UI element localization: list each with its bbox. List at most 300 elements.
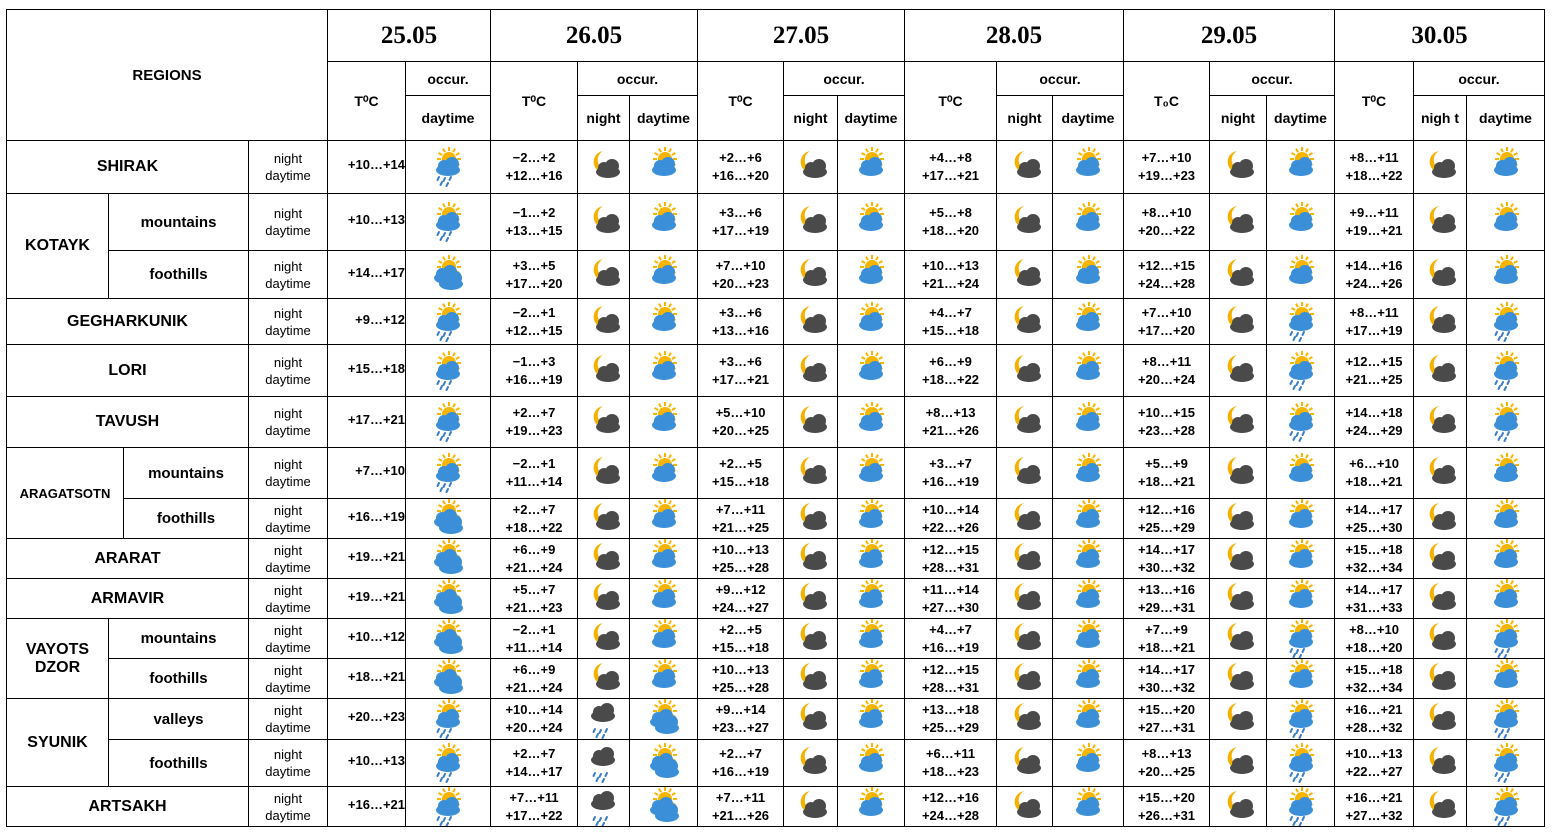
icon-cell — [1266, 250, 1335, 299]
date-label: 28.05 — [985, 21, 1043, 49]
icon-cell — [405, 250, 491, 299]
sun-cloud-icon — [1071, 351, 1105, 391]
date-header — [1334, 9, 1545, 62]
temperature-range — [1123, 447, 1210, 499]
temperature-range — [490, 698, 578, 740]
sun-cloud-icon — [1284, 453, 1318, 493]
temperature-range — [1123, 140, 1210, 194]
icon-cell — [1413, 250, 1467, 299]
moon-cloud-icon — [1423, 787, 1457, 827]
temperature-range — [697, 344, 784, 397]
sun-cloud-icon — [1284, 499, 1318, 539]
daytime-label: daytime — [265, 423, 311, 438]
icon-cell — [1413, 739, 1467, 787]
sun-cloud-icon — [854, 202, 888, 242]
icon-cell — [783, 344, 838, 397]
temperature-range — [1123, 298, 1210, 345]
temperature-range — [1334, 140, 1414, 194]
temperature-range — [1123, 698, 1210, 740]
icon-cell — [837, 739, 905, 787]
night-temp-value: +10…+14 — [921, 501, 980, 517]
sun-cloud-icon — [1489, 499, 1523, 539]
sun-cloud-rain-icon — [1489, 699, 1523, 739]
night-temp-value: +6…+10 — [1349, 456, 1399, 471]
region-name — [6, 193, 109, 299]
period-labels — [248, 447, 328, 499]
temperature-range — [697, 618, 784, 659]
date-header — [697, 9, 905, 62]
icon-cell — [996, 447, 1053, 499]
night-temp-value: +5…+9 — [1145, 456, 1188, 471]
sun-cloud-icon — [1284, 659, 1318, 699]
occur-label: occur. — [823, 70, 865, 87]
subregion-name — [108, 193, 249, 251]
daytime-label: daytime — [265, 559, 311, 575]
moon-cloud-icon — [1008, 202, 1042, 242]
icon-cell — [1052, 140, 1124, 194]
period-labels — [248, 786, 328, 827]
moon-cloud-icon — [1423, 539, 1457, 579]
icon-cell — [1209, 396, 1267, 448]
daytime-label: daytime — [421, 110, 475, 126]
temperature-range — [1123, 786, 1210, 827]
daytime-label: daytime — [265, 223, 311, 238]
moon-cloud-icon — [587, 659, 621, 699]
day-temp-value: +24…+28 — [1137, 275, 1196, 291]
region-name — [6, 786, 249, 827]
subregion-label: foothills — [156, 510, 216, 527]
temperature-range — [697, 193, 784, 251]
icon-cell — [629, 344, 698, 397]
icon-cell — [783, 786, 838, 827]
icon-cell — [577, 250, 630, 299]
subregion-label: mountains — [140, 213, 217, 231]
sun-cloud-rain-icon — [1489, 619, 1523, 659]
day-temp-value: +19…+23 — [505, 423, 563, 438]
sun-cloud-icon — [854, 743, 888, 783]
moon-cloud-icon — [1008, 699, 1042, 739]
night-temp-value: +6…+11 — [925, 746, 976, 761]
temperature-range — [1123, 618, 1210, 659]
icon-cell — [783, 447, 838, 499]
day-temp-value: +16…+19 — [921, 639, 980, 655]
sun-cloud-rain-icon — [431, 302, 465, 342]
sun-cloud-icon — [647, 302, 681, 342]
subregion-name — [108, 250, 249, 299]
icon-cell — [1266, 140, 1335, 194]
night-temp-value: +5…+7 — [512, 581, 556, 597]
night-temp-value: +14…+16 — [1345, 257, 1403, 273]
temperature-range — [490, 250, 578, 299]
period-labels — [248, 618, 328, 659]
icon-cell — [837, 344, 905, 397]
icon-cell — [783, 618, 838, 659]
icon-cell — [629, 538, 698, 579]
icon-cell — [1413, 658, 1467, 699]
moon-cloud-icon — [794, 539, 828, 579]
period-labels — [248, 578, 328, 619]
moon-cloud-icon — [794, 659, 828, 699]
night-temp-value: +2…+6 — [719, 150, 762, 165]
temperature-range — [904, 396, 997, 448]
temp-value: +9…+12 — [355, 311, 405, 327]
icon-cell — [1209, 140, 1267, 194]
sun-clouds-icon — [647, 787, 681, 827]
icon-cell — [405, 658, 491, 699]
icon-cell — [577, 498, 630, 539]
temperature-range — [490, 578, 578, 619]
sun-cloud-rain-icon — [1489, 402, 1523, 442]
day-temp-value: +13…+15 — [505, 223, 563, 238]
icon-cell — [837, 658, 905, 699]
night-temp-value: +5…+10 — [715, 405, 766, 420]
icon-cell — [837, 498, 905, 539]
sun-cloud-icon — [1071, 699, 1105, 739]
icon-cell — [996, 698, 1053, 740]
sun-cloud-rain-icon — [431, 402, 465, 442]
temp-value: +10…+13 — [347, 753, 405, 768]
moon-cloud-icon — [1008, 619, 1042, 659]
day-temp-value: +30…+32 — [1137, 559, 1196, 575]
sun-cloud-icon — [854, 402, 888, 442]
region-label: KOTAYK — [25, 237, 90, 254]
icon-cell — [1209, 298, 1267, 345]
day-temp-value: +30…+32 — [1137, 679, 1196, 695]
daytime-label: daytime — [265, 519, 311, 535]
day-temp-value: +12…+15 — [505, 322, 563, 338]
temperature-range — [1334, 786, 1414, 827]
icon-cell — [577, 658, 630, 699]
icon-cell — [783, 250, 838, 299]
day-temp-value: +25…+28 — [711, 679, 770, 695]
day-temp-value: +12…+16 — [505, 168, 563, 183]
day-temp-value: +21…+24 — [505, 559, 563, 575]
day-temp-value: +19…+23 — [1137, 168, 1196, 183]
temperature-range — [1334, 447, 1414, 499]
occur-header — [405, 61, 491, 96]
region-label: SYUNIK — [27, 733, 88, 751]
sun-cloud-icon — [647, 499, 681, 539]
moon-cloud-icon — [1008, 453, 1042, 493]
sun-cloud-icon — [1489, 453, 1523, 493]
moon-cloud-icon — [1221, 579, 1255, 619]
day-temp-value: +21…+25 — [711, 519, 770, 535]
icon-cell — [1413, 396, 1467, 448]
temperature-range — [1334, 538, 1414, 579]
icon-cell — [996, 140, 1053, 194]
sun-cloud-icon — [854, 351, 888, 391]
icon-cell — [405, 578, 491, 619]
night-temp-value: +11…+14 — [922, 581, 979, 597]
night-temp-value: +9…+11 — [1349, 205, 1399, 220]
temp-value: +18…+21 — [347, 668, 405, 684]
moon-cloud-icon — [1008, 255, 1042, 295]
sun-cloud-icon — [1071, 539, 1105, 579]
icon-cell — [629, 618, 698, 659]
night-temp-value: +7…+9 — [1145, 621, 1188, 637]
temperature-range — [327, 344, 406, 397]
icon-cell — [996, 396, 1053, 448]
day-temp-value: +23…+27 — [711, 720, 770, 735]
icon-cell — [1466, 698, 1545, 740]
sun-cloud-rain-icon — [1284, 619, 1318, 659]
day-temp-value: +24…+28 — [921, 807, 980, 823]
moon-cloud-icon — [1221, 743, 1255, 783]
night-temp-value: +8…+13 — [1141, 746, 1192, 761]
moon-cloud-icon — [794, 147, 828, 187]
night-label: night — [273, 622, 303, 638]
period-labels — [248, 396, 328, 448]
temperature-range — [1334, 344, 1414, 397]
night-temp-value: +14…+18 — [1345, 405, 1403, 420]
temperature-range — [327, 618, 406, 659]
night-temp-value: +3…+6 — [719, 353, 762, 369]
night-label: night — [273, 662, 303, 678]
temperature-range — [327, 193, 406, 251]
day-temp-value: +15…+18 — [711, 639, 770, 655]
icon-cell — [629, 298, 698, 345]
temperature-range — [904, 140, 997, 194]
moon-cloud-icon — [794, 202, 828, 242]
moon-cloud-icon — [1423, 699, 1457, 739]
day-temp-value: +32…+34 — [1345, 559, 1403, 575]
icon-cell — [1052, 786, 1124, 827]
icon-cell — [1209, 739, 1267, 787]
night-temp-value: +13…+16 — [1137, 581, 1196, 597]
day-temp-value: +11…+14 — [505, 474, 563, 489]
day-temp-value: +24…+27 — [711, 599, 770, 615]
night-temp-value: +10…+13 — [921, 257, 980, 273]
night-temp-value: +4…+8 — [929, 150, 972, 165]
icon-cell — [629, 447, 698, 499]
temperature-range — [697, 698, 784, 740]
night-temp-value: +7…+10 — [1141, 150, 1192, 165]
night-temp-value: +3…+6 — [719, 304, 762, 320]
day-temp-value: +25…+28 — [711, 559, 770, 575]
moon-cloud-icon — [1008, 402, 1042, 442]
icon-cell — [1466, 396, 1545, 448]
icon-cell — [629, 250, 698, 299]
icon-cell — [996, 250, 1053, 299]
night-label: night — [273, 406, 303, 421]
night-temp-value: −2…+2 — [512, 150, 556, 165]
icon-cell — [577, 618, 630, 659]
temperature-range — [490, 498, 578, 539]
icon-cell — [1466, 250, 1545, 299]
date-label: 26.05 — [565, 21, 623, 49]
occur-header — [577, 61, 698, 96]
icon-cell — [1209, 193, 1267, 251]
date-header — [1123, 9, 1335, 62]
temperature-range — [490, 447, 578, 499]
temperature-range — [327, 250, 406, 299]
moon-cloud-icon — [794, 402, 828, 442]
temperature-range — [1123, 739, 1210, 787]
day-temp-value: +20…+24 — [505, 720, 563, 735]
night-temp-value: −1…+2 — [512, 205, 556, 220]
moon-cloud-icon — [794, 302, 828, 342]
subregion-name — [108, 698, 249, 740]
icon-cell — [1209, 344, 1267, 397]
day-temp-value: +31…+33 — [1345, 599, 1403, 615]
moon-cloud-icon — [1008, 499, 1042, 539]
day-temp-value: +20…+23 — [711, 275, 770, 291]
icon-cell — [629, 498, 698, 539]
icon-cell — [1413, 140, 1467, 194]
temperature-range — [697, 786, 784, 827]
temperature-range — [327, 786, 406, 827]
moon-cloud-icon — [1423, 402, 1457, 442]
date-header — [490, 9, 698, 62]
sun-cloud-rain-icon — [1489, 787, 1523, 827]
icon-cell — [405, 298, 491, 345]
moon-cloud-icon — [1423, 743, 1457, 783]
daytime-label: daytime — [265, 764, 311, 779]
daytime-label: daytime — [265, 679, 311, 695]
day-temp-value: +25…+29 — [1137, 519, 1196, 535]
icon-cell — [1052, 739, 1124, 787]
night-temp-value: +6…+9 — [512, 661, 556, 677]
date-label: 27.05 — [772, 21, 830, 49]
icon-cell — [837, 298, 905, 345]
night-temp-value: +10…+13 — [711, 661, 770, 677]
period-labels — [248, 250, 328, 299]
day-temp-value: +18…+21 — [1345, 474, 1403, 489]
moon-cloud-icon — [587, 619, 621, 659]
icon-cell — [577, 698, 630, 740]
day-temp-value: +14…+17 — [505, 764, 563, 779]
sun-cloud-icon — [647, 539, 681, 579]
daytime-header — [405, 95, 491, 141]
temp-value: +20…+23 — [347, 709, 405, 724]
day-temp-value: +27…+32 — [1345, 807, 1403, 823]
daytime-label: daytime — [265, 639, 311, 655]
day-temp-value: +25…+29 — [921, 720, 980, 735]
temperature-range — [697, 538, 784, 579]
daytime-label: daytime — [265, 474, 311, 489]
night-label: night — [273, 703, 303, 718]
period-labels — [248, 193, 328, 251]
daytime-label: daytime — [844, 110, 898, 126]
icon-cell — [996, 618, 1053, 659]
region-label: ARAGATSOTN — [19, 485, 111, 501]
day-temp-value: +15…+18 — [711, 474, 770, 489]
icon-cell — [837, 618, 905, 659]
day-temp-value: +20…+25 — [1137, 764, 1196, 779]
sun-cloud-icon — [1284, 147, 1318, 187]
moon-cloud-icon — [1008, 787, 1042, 827]
daytime-label: daytime — [265, 371, 311, 387]
temperature-range — [904, 193, 997, 251]
temperature-range — [904, 250, 997, 299]
sun-cloud-icon — [647, 579, 681, 619]
temp-label: T₀C — [1154, 93, 1179, 109]
icon-cell — [1209, 498, 1267, 539]
sun-cloud-icon — [854, 147, 888, 187]
icon-cell — [1413, 538, 1467, 579]
icon-cell — [577, 447, 630, 499]
icon-cell — [1052, 698, 1124, 740]
sun-cloud-icon — [647, 659, 681, 699]
night-temp-value: +15…+18 — [1345, 541, 1403, 557]
icon-cell — [783, 698, 838, 740]
moon-cloud-icon — [1008, 743, 1042, 783]
moon-cloud-icon — [794, 351, 828, 391]
night-temp-value: +15…+20 — [1137, 789, 1196, 805]
sun-cloud-icon — [1071, 619, 1105, 659]
night-temp-value: +12…+16 — [1137, 501, 1196, 517]
temperature-range — [490, 396, 578, 448]
night-temp-value: +8…+11 — [1349, 304, 1399, 320]
icon-cell — [783, 538, 838, 579]
sun-cloud-rain-icon — [1284, 787, 1318, 827]
temperature-range — [1334, 578, 1414, 619]
rain-cloud-icon — [587, 743, 621, 783]
icon-cell — [405, 396, 491, 448]
night-label: night — [273, 305, 303, 321]
night-label: night — [273, 747, 303, 762]
occur-label: occur. — [427, 70, 469, 87]
moon-cloud-icon — [794, 743, 828, 783]
temperature-range — [697, 396, 784, 448]
icon-cell — [405, 698, 491, 740]
temperature-range — [1334, 298, 1414, 345]
daytime-label: daytime — [265, 322, 311, 338]
icon-cell — [1266, 739, 1335, 787]
night-label: night — [273, 582, 303, 598]
day-temp-value: +15…+18 — [921, 322, 980, 338]
sun-cloud-rain-icon — [431, 699, 465, 739]
moon-cloud-icon — [1221, 659, 1255, 699]
icon-cell — [1266, 298, 1335, 345]
temperature-range — [490, 344, 578, 397]
temperature-range — [327, 698, 406, 740]
icon-cell — [837, 193, 905, 251]
icon-cell — [405, 739, 491, 787]
rain-cloud-icon — [587, 787, 621, 827]
icon-cell — [405, 618, 491, 659]
moon-cloud-icon — [794, 787, 828, 827]
sun-cloud-icon — [647, 255, 681, 295]
night-temp-value: −1…+3 — [512, 353, 556, 369]
region-label: ARARAT — [94, 549, 161, 567]
icon-cell — [629, 658, 698, 699]
icon-cell — [577, 578, 630, 619]
temperature-range — [904, 698, 997, 740]
subregion-name — [108, 658, 249, 699]
moon-cloud-icon — [1008, 659, 1042, 699]
icon-cell — [577, 739, 630, 787]
day-temp-value: +17…+22 — [505, 807, 563, 823]
night-temp-value: +2…+5 — [719, 456, 762, 471]
day-temp-value: +20…+25 — [711, 423, 770, 438]
sun-cloud-icon — [1071, 302, 1105, 342]
night-label: night — [273, 457, 303, 472]
temperature-range — [1123, 498, 1210, 539]
icon-cell — [996, 193, 1053, 251]
temperature-range — [490, 193, 578, 251]
temperature-range — [904, 578, 997, 619]
daytime-label: daytime — [265, 275, 311, 291]
daytime-label: daytime — [265, 599, 311, 615]
night-temp-value: +8…+11 — [1141, 353, 1192, 369]
night-temp-value: +7…+11 — [715, 501, 766, 517]
night-label: night — [273, 151, 303, 166]
temp-value: +7…+10 — [355, 463, 405, 478]
moon-cloud-icon — [587, 351, 621, 391]
icon-cell — [629, 396, 698, 448]
sun-cloud-icon — [1071, 579, 1105, 619]
